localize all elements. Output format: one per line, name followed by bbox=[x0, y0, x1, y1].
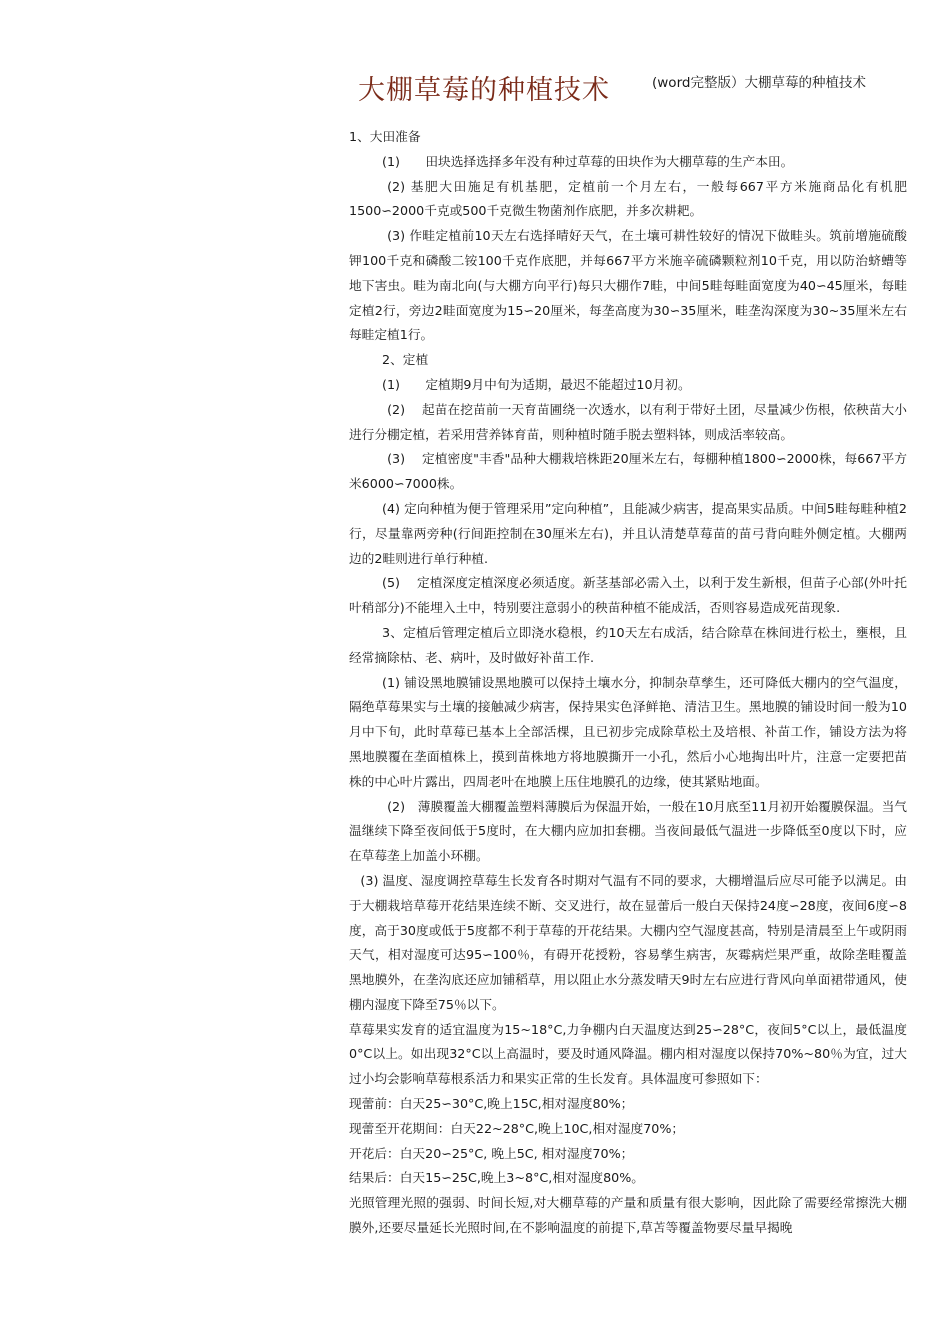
paragraph: 光照管理光照的强弱、时间长短,对大棚草莓的产量和质量有很大影响，因此除了需要经常擦洗大棚膜外,还要尽量延长光照时间,在不影响温度的前提下,草苫等覆盖物要尽量早揭晚 bbox=[349, 1195, 907, 1236]
paragraph: (3) 定植密度"丰香"品种大棚栽培株距20厘米左右，每棚种植1800∽2000株，每667平方米6000∽7000株。 bbox=[349, 451, 907, 492]
paragraph: (3) 作畦定植前10天左右选择晴好天气，在土壤可耕性较好的情况下做畦头。筑前增施硫酸钾100千克和磷酸二铵100千克作底肥，并每667平方米施辛硫磷颗粒剂10千克，用以防治蛴螬等地下害虫。畦为南北向(与大棚方向平行)每只大棚作7畦，中间5畦每畦面宽度为40∽45厘米，每畦定植2行，旁边2畦面宽度为15∽20厘米，每垄高度为30∽35厘米，畦垄沟深度为30~35厘米左右每畦定植1行。 bbox=[349, 228, 907, 343]
paragraph: 开花后：白天20∽25°C, 晚上5C, 相对湿度70%； bbox=[349, 1145, 634, 1161]
paragraph: (3) 温度、湿度调控草莓生长发育各时期对气温有不同的要求，大棚增温后应尽可能予以满足。由于大棚栽培草莓开花结果连续不断、交叉进行，故在显蕾后一般白天保持24度∽28度，夜间6度∽8度，高于30度或低于5度都不利于草莓的开花结果。大棚内空气湿度甚高，特别是清晨至上午或阴雨天气，相对湿度可达95∽100％，有碍开花授粉，容易孳生病害，灰霉病烂果严重，故除垄畦覆盖黑地膜外，在垄沟底还应加铺稻草，用以阻止水分蒸发晴天9时左右应进行背风向单面裙带通风，使棚内湿度下降至75％以下。 bbox=[349, 872, 907, 1012]
paragraph: (2) 薄膜覆盖大棚覆盖塑料薄膜后为保温开始，一般在10月底至11月初开始覆膜保温。当气温继续下降至夜间低于5度时，在大棚内应加扣套棚。当夜间最低气温进一步降低至0度以下时，应在草莓垄上加盖小环棚。 bbox=[349, 798, 907, 864]
paragraph: (1) 田块选择选择多年没有种过草莓的田块作为大棚草莓的生产本田。 bbox=[382, 153, 794, 169]
document-body bbox=[349, 125, 907, 1241]
paragraph: (5) 定植深度定植深度必须适度。新茎基部必需入土，以利于发生新根，但苗子心部(外叶托叶稍部分)不能埋入土中，特别要注意弱小的秧苗种植不能成活，否则容易造成死苗现象. bbox=[349, 575, 907, 616]
paragraph: 草莓果实发育的适宜温度为15~18°C,力争棚内白天温度达到25∽28°C，夜间5°C以上，最低温度0°C以上。如出现32°C以上高温时，要及时通风降温。棚内相对湿度以保持70%~80％为宜，过大过小均会影响草莓根系活力和果实正常的生长发育。具体温度可参照如下： bbox=[349, 1021, 907, 1087]
document-title: 大棚草莓的种植技术 bbox=[358, 75, 610, 106]
paragraph: 现蕾前：白天25∽30°C,晚上15C,相对湿度80%； bbox=[349, 1096, 634, 1112]
paragraph: (1) 定植期9月中旬为适期，最迟不能超过10月初。 bbox=[382, 376, 691, 392]
paragraph: 结果后：白天15∽25C,晚上3~8°C,相对湿度80%。 bbox=[349, 1170, 644, 1186]
paragraph: (4) 定向种植为便于管理采用”定向种植”，且能减少病害，提高果实品质。中间5畦每畦种植2行，尽量靠两旁种(行间距控制在30厘米左右)，并且认清楚草莓苗的苗弓背向畦外侧定植。大棚两边的2畦则进行单行种植. bbox=[349, 500, 907, 566]
paragraph: (1) 铺设黑地膜铺设黑地膜可以保持土壤水分，抑制杂草孳生，还可降低大棚内的空气温度，隔绝草莓果实与土壤的接触减少病害，保持果实色泽鲜艳、清洁卫生。黑地膜的铺设时间一般为10月中下旬，此时草莓已基本上全部活棵，且已初步完成除草松土及培根、补苗工作，铺设方法为将黑地膜覆在垄面植株上，摸到苗株地方将地膜撕开一小孔，然后小心地掏出叶片，注意一定要把苗株的中心叶片露出，四周老叶在地膜上压住地膜孔的边缘，使其紧贴地面。 bbox=[349, 674, 907, 789]
paragraph: 3、定植后管理定植后立即浇水稳根，约10天左右成活，结合除草在株间进行松土，壅根，且经常摘除枯、老、病叶，及时做好补苗工作. bbox=[349, 624, 907, 665]
paragraph: 2、定植 bbox=[382, 352, 429, 368]
document-subtitle: (word完整版）大棚草莓的种植技术 bbox=[652, 75, 866, 91]
paragraph: (2) 起苗在挖苗前一天育苗圃绕一次透水，以有利于带好土团，尽量减少伤根，依秧苗大小进行分棚定植，若采用营养钵育苗，则种植时随手脱去塑料钵，则成活率较高。 bbox=[349, 401, 907, 442]
paragraph: 现蕾至开花期间：白天22~28°C,晚上10C,相对湿度70%； bbox=[349, 1120, 685, 1136]
paragraph: (2) 基肥大田施足有机基肥，定植前一个月左右，一般每667平方米施商品化有机肥1500∽2000千克或500千克微生物菌剂作底肥，并多次耕耙。 bbox=[349, 178, 907, 219]
paragraph: 1、大田准备 bbox=[349, 129, 421, 144]
